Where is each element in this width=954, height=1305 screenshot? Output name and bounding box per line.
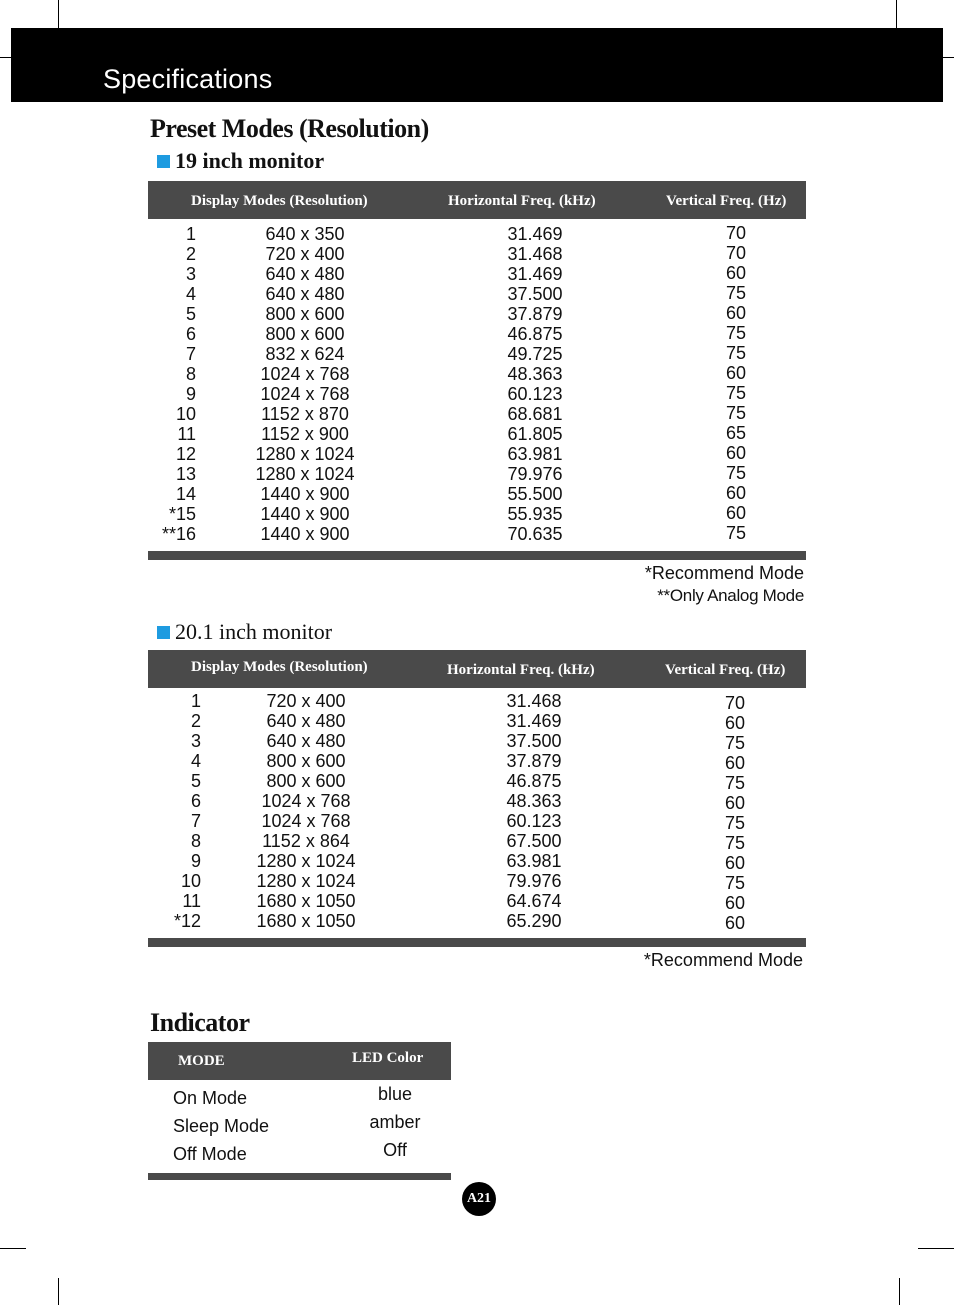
col-vertical-freq: Vertical Freq. (Hz) bbox=[666, 193, 787, 209]
mode-vertical-freq: 65 bbox=[725, 423, 747, 443]
mode-horizontal-freq: 70.635 bbox=[507, 524, 563, 544]
mode-vertical-freq: 75 bbox=[724, 873, 746, 893]
mode-vertical-freq: 60 bbox=[724, 753, 746, 773]
indicator-table-header bbox=[148, 1042, 451, 1080]
bullet-square-icon bbox=[157, 626, 170, 639]
mode-resolution: 640 x 480 bbox=[266, 711, 346, 731]
mode-vertical-freq: 70 bbox=[725, 243, 747, 263]
crop-mark bbox=[918, 1248, 954, 1249]
monitor20-table-footer-rule bbox=[148, 938, 806, 947]
monitor19-table-footer-rule bbox=[148, 551, 806, 560]
mode-horizontal-freq: 65.290 bbox=[506, 911, 562, 931]
mode-vertical-freq: 75 bbox=[725, 323, 747, 343]
mode-number: 3 bbox=[185, 264, 196, 284]
recommend-note: *Recommend Mode bbox=[643, 950, 803, 970]
analog-note: **Only Analog Mode bbox=[657, 586, 804, 605]
crop-mark bbox=[0, 1248, 26, 1249]
crop-mark bbox=[896, 0, 897, 28]
mode-number: 3 bbox=[190, 731, 201, 751]
mode-horizontal-freq: 79.976 bbox=[506, 871, 562, 891]
indicator-table-footer-rule bbox=[148, 1173, 451, 1180]
mode-resolution: 1024 x 768 bbox=[261, 811, 351, 831]
mode-number: 2 bbox=[190, 711, 201, 731]
crop-mark bbox=[899, 1278, 900, 1305]
mode-vertical-freq: 60 bbox=[725, 303, 747, 323]
mode-number: *15 bbox=[168, 504, 196, 524]
mode-vertical-freq: 70 bbox=[725, 223, 747, 243]
mode-horizontal-freq: 49.725 bbox=[507, 344, 563, 364]
mode-vertical-freq: 60 bbox=[724, 713, 746, 733]
monitor20-col-res bbox=[236, 691, 376, 931]
mode-vertical-freq: 75 bbox=[725, 463, 747, 483]
mode-vertical-freq: 75 bbox=[724, 773, 746, 793]
mode-horizontal-freq: 60.123 bbox=[507, 384, 563, 404]
col-led-color: LED Color bbox=[352, 1050, 424, 1066]
mode-horizontal-freq: 31.469 bbox=[507, 264, 563, 284]
mode-resolution: 800 x 600 bbox=[265, 304, 345, 324]
mode-vertical-freq: 60 bbox=[725, 483, 747, 503]
mode-vertical-freq: 60 bbox=[725, 443, 747, 463]
mode-horizontal-freq: 55.500 bbox=[507, 484, 563, 504]
mode-horizontal-freq: 64.674 bbox=[506, 891, 562, 911]
mode-number: 4 bbox=[190, 751, 201, 771]
mode-horizontal-freq: 79.976 bbox=[507, 464, 563, 484]
indicator-col-mode bbox=[173, 1084, 323, 1168]
indicator-mode: On Mode bbox=[173, 1088, 248, 1108]
monitor20-heading bbox=[157, 619, 332, 645]
mode-resolution: 1440 x 900 bbox=[260, 504, 350, 524]
crop-mark bbox=[58, 0, 59, 28]
recommend-note: *Recommend Mode bbox=[644, 563, 804, 583]
monitor19-col-no bbox=[140, 224, 196, 544]
indicator-led-color: amber bbox=[369, 1112, 421, 1132]
mode-resolution: 1440 x 900 bbox=[260, 524, 350, 544]
indicator-led-color: Off bbox=[383, 1140, 407, 1160]
mode-horizontal-freq: 46.875 bbox=[506, 771, 562, 791]
mode-number: 2 bbox=[185, 244, 196, 264]
mode-resolution: 640 x 350 bbox=[265, 224, 345, 244]
mode-number: 14 bbox=[175, 484, 196, 504]
monitor20-col-h bbox=[489, 691, 579, 931]
mode-resolution: 720 x 400 bbox=[265, 244, 345, 264]
mode-resolution: 1280 x 1024 bbox=[256, 851, 356, 871]
mode-number: 7 bbox=[190, 811, 201, 831]
mode-horizontal-freq: 37.879 bbox=[507, 304, 563, 324]
mode-number: 12 bbox=[175, 444, 196, 464]
mode-number: 1 bbox=[190, 691, 201, 711]
mode-resolution: 800 x 600 bbox=[266, 751, 346, 771]
col-mode: MODE bbox=[178, 1053, 225, 1069]
mode-resolution: 1152 x 870 bbox=[261, 404, 349, 424]
mode-vertical-freq: 60 bbox=[725, 503, 747, 523]
mode-resolution: 1680 x 1050 bbox=[256, 891, 356, 911]
monitor20-col-no bbox=[140, 691, 201, 931]
indicator-led-color: blue bbox=[377, 1084, 413, 1104]
mode-number: 9 bbox=[190, 851, 201, 871]
mode-vertical-freq: 70 bbox=[724, 693, 746, 713]
mode-number: 10 bbox=[180, 871, 201, 891]
monitor19-col-v bbox=[706, 223, 766, 543]
monitor20-table-header bbox=[148, 650, 806, 688]
mode-number: 5 bbox=[190, 771, 201, 791]
mode-number: 11 bbox=[182, 891, 201, 911]
mode-number: **16 bbox=[161, 524, 196, 544]
mode-resolution: 1024 x 768 bbox=[260, 384, 350, 404]
mode-resolution: 640 x 480 bbox=[266, 731, 346, 751]
mode-vertical-freq: 60 bbox=[724, 913, 746, 933]
mode-horizontal-freq: 31.468 bbox=[506, 691, 562, 711]
mode-number: 6 bbox=[190, 791, 201, 811]
mode-vertical-freq: 75 bbox=[725, 283, 747, 303]
mode-vertical-freq: 75 bbox=[724, 733, 746, 753]
crop-mark bbox=[943, 57, 954, 58]
mode-vertical-freq: 75 bbox=[725, 403, 747, 423]
mode-number: 10 bbox=[175, 404, 196, 424]
mode-resolution: 1440 x 900 bbox=[260, 484, 350, 504]
mode-number: *12 bbox=[173, 911, 201, 931]
mode-resolution: 832 x 624 bbox=[265, 344, 345, 364]
bullet-square-icon bbox=[157, 155, 170, 168]
mode-number: 6 bbox=[185, 324, 196, 344]
indicator-mode: Off Mode bbox=[173, 1144, 247, 1164]
monitor20-col-v bbox=[705, 693, 765, 933]
mode-resolution: 1152 x 864 bbox=[262, 831, 350, 851]
mode-resolution: 1280 x 1024 bbox=[256, 871, 356, 891]
mode-horizontal-freq: 61.805 bbox=[507, 424, 563, 444]
mode-vertical-freq: 60 bbox=[725, 263, 747, 283]
mode-resolution: 1024 x 768 bbox=[260, 364, 350, 384]
monitor19-col-res bbox=[235, 224, 375, 544]
mode-horizontal-freq: 68.681 bbox=[507, 404, 563, 424]
monitor19-table-header bbox=[148, 181, 806, 219]
col-display-modes: Display Modes (Resolution) bbox=[191, 659, 368, 675]
col-horizontal-freq: Horizontal Freq. (kHz) bbox=[447, 662, 595, 678]
col-horizontal-freq: Horizontal Freq. (kHz) bbox=[448, 193, 596, 209]
mode-number: 1 bbox=[185, 224, 196, 244]
mode-vertical-freq: 60 bbox=[724, 793, 746, 813]
mode-resolution: 1680 x 1050 bbox=[256, 911, 356, 931]
mode-resolution: 640 x 480 bbox=[265, 284, 345, 304]
mode-horizontal-freq: 37.500 bbox=[506, 731, 562, 751]
col-display-modes: Display Modes (Resolution) bbox=[191, 193, 368, 209]
mode-horizontal-freq: 31.469 bbox=[506, 711, 562, 731]
page-title: Specifications bbox=[103, 64, 273, 94]
mode-horizontal-freq: 48.363 bbox=[507, 364, 563, 384]
mode-vertical-freq: 60 bbox=[724, 853, 746, 873]
mode-vertical-freq: 75 bbox=[724, 833, 746, 853]
mode-number: 8 bbox=[190, 831, 201, 851]
mode-resolution: 1024 x 768 bbox=[261, 791, 351, 811]
mode-resolution: 800 x 600 bbox=[266, 771, 346, 791]
mode-vertical-freq: 75 bbox=[725, 383, 747, 403]
monitor19-col-h bbox=[490, 224, 580, 544]
mode-horizontal-freq: 37.500 bbox=[507, 284, 563, 304]
mode-horizontal-freq: 67.500 bbox=[506, 831, 562, 851]
page-number-badge: A21 bbox=[462, 1182, 496, 1216]
mode-horizontal-freq: 37.879 bbox=[506, 751, 562, 771]
mode-number: 7 bbox=[185, 344, 196, 364]
mode-vertical-freq: 75 bbox=[725, 523, 747, 543]
monitor20-heading-text: 20.1 inch monitor bbox=[175, 619, 333, 644]
mode-vertical-freq: 75 bbox=[724, 813, 746, 833]
mode-resolution: 800 x 600 bbox=[265, 324, 345, 344]
crop-mark bbox=[0, 57, 11, 58]
mode-vertical-freq: 60 bbox=[724, 893, 746, 913]
monitor19-heading bbox=[157, 148, 324, 174]
indicator-col-led bbox=[345, 1080, 445, 1164]
mode-horizontal-freq: 48.363 bbox=[506, 791, 562, 811]
mode-resolution: 640 x 480 bbox=[265, 264, 345, 284]
monitor19-heading-text: 19 inch monitor bbox=[175, 148, 325, 173]
mode-resolution: 1280 x 1024 bbox=[255, 464, 355, 484]
crop-mark bbox=[58, 1278, 59, 1305]
mode-horizontal-freq: 31.468 bbox=[507, 244, 563, 264]
mode-horizontal-freq: 31.469 bbox=[507, 224, 563, 244]
mode-vertical-freq: 75 bbox=[725, 343, 747, 363]
mode-resolution: 1152 x 900 bbox=[261, 424, 349, 444]
indicator-mode: Sleep Mode bbox=[173, 1116, 270, 1136]
mode-horizontal-freq: 63.981 bbox=[506, 851, 562, 871]
mode-number: 13 bbox=[175, 464, 196, 484]
preset-modes-title: Preset Modes (Resolution) bbox=[150, 114, 429, 143]
col-vertical-freq: Vertical Freq. (Hz) bbox=[665, 662, 786, 678]
mode-resolution: 1280 x 1024 bbox=[255, 444, 355, 464]
mode-number: 8 bbox=[185, 364, 196, 384]
mode-horizontal-freq: 63.981 bbox=[507, 444, 563, 464]
mode-horizontal-freq: 60.123 bbox=[506, 811, 562, 831]
mode-number: 11 bbox=[177, 424, 196, 444]
mode-number: 5 bbox=[185, 304, 196, 324]
mode-horizontal-freq: 55.935 bbox=[507, 504, 563, 524]
indicator-title: Indicator bbox=[150, 1008, 250, 1037]
mode-number: 9 bbox=[185, 384, 196, 404]
mode-resolution: 720 x 400 bbox=[266, 691, 346, 711]
mode-number: 4 bbox=[185, 284, 196, 304]
mode-horizontal-freq: 46.875 bbox=[507, 324, 563, 344]
mode-vertical-freq: 60 bbox=[725, 363, 747, 383]
